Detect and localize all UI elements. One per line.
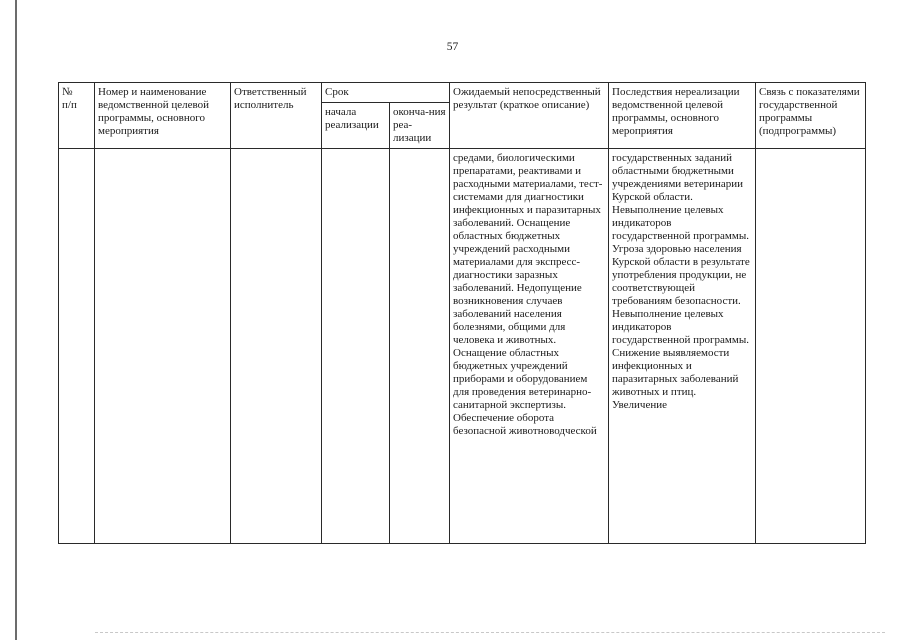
header-responsible: Ответственный исполнитель (231, 83, 322, 149)
scan-left-edge (15, 0, 17, 640)
scan-footer-line (95, 632, 885, 634)
header-row-1 (59, 83, 866, 103)
cell-num (59, 149, 95, 544)
cell-link-indicators (756, 149, 866, 544)
header-program: Номер и наименование ведомственной целевой программы, основного мероприятия (95, 83, 231, 149)
cell-expected-result: средами, биологическими препаратами, реактивами и расходными материалами, тест-системами для диагностики инфекционных и паразитарных заболеваний. Оснащение областных бюджетных учреждений расходными материалами для экспресс-диагностики заразных заболеваний. Недопущение возникновения случаев заболеваний населения болезнями, общими для человека и животных. Оснащение областных бюджетных учреждений приборами и оборудованием для проведения ветеринарно-санитарной экспертизы. Обеспечение оборота безопасной животноводческой (450, 149, 609, 544)
header-term: Срок (322, 83, 450, 103)
program-table (58, 82, 866, 544)
header-term-end: оконча-ния реа-лизации (390, 103, 450, 149)
cell-responsible (231, 149, 322, 544)
header-expected-result: Ожидаемый непосредственный результат (краткое описание) (450, 83, 609, 149)
header-term-start: начала реализации (322, 103, 390, 149)
header-num: № п/п (59, 83, 95, 149)
page-number: 57 (446, 41, 459, 53)
table-row (59, 149, 866, 544)
cell-term-start (322, 149, 390, 544)
header-link-indicators: Связь с показателями государственной программы (подпрограммы) (756, 83, 866, 149)
cell-program (95, 149, 231, 544)
cell-consequences: государственных заданий областными бюджетными учреждениями ветеринарии Курской области. Невыполнение целевых индикаторов государственной программы. Угроза здоровью населения Курской области в результате употребления продукции, не соответствующей требованиям безопасности. Невыполнение целевых индикаторов государственной программы. Снижение выявляемости инфекционных и паразитарных заболеваний животных и птиц. Увеличение (609, 149, 756, 544)
cell-term-end (390, 149, 450, 544)
header-consequences: Последствия нереализации ведомственной целевой программы, основного мероприятия (609, 83, 756, 149)
